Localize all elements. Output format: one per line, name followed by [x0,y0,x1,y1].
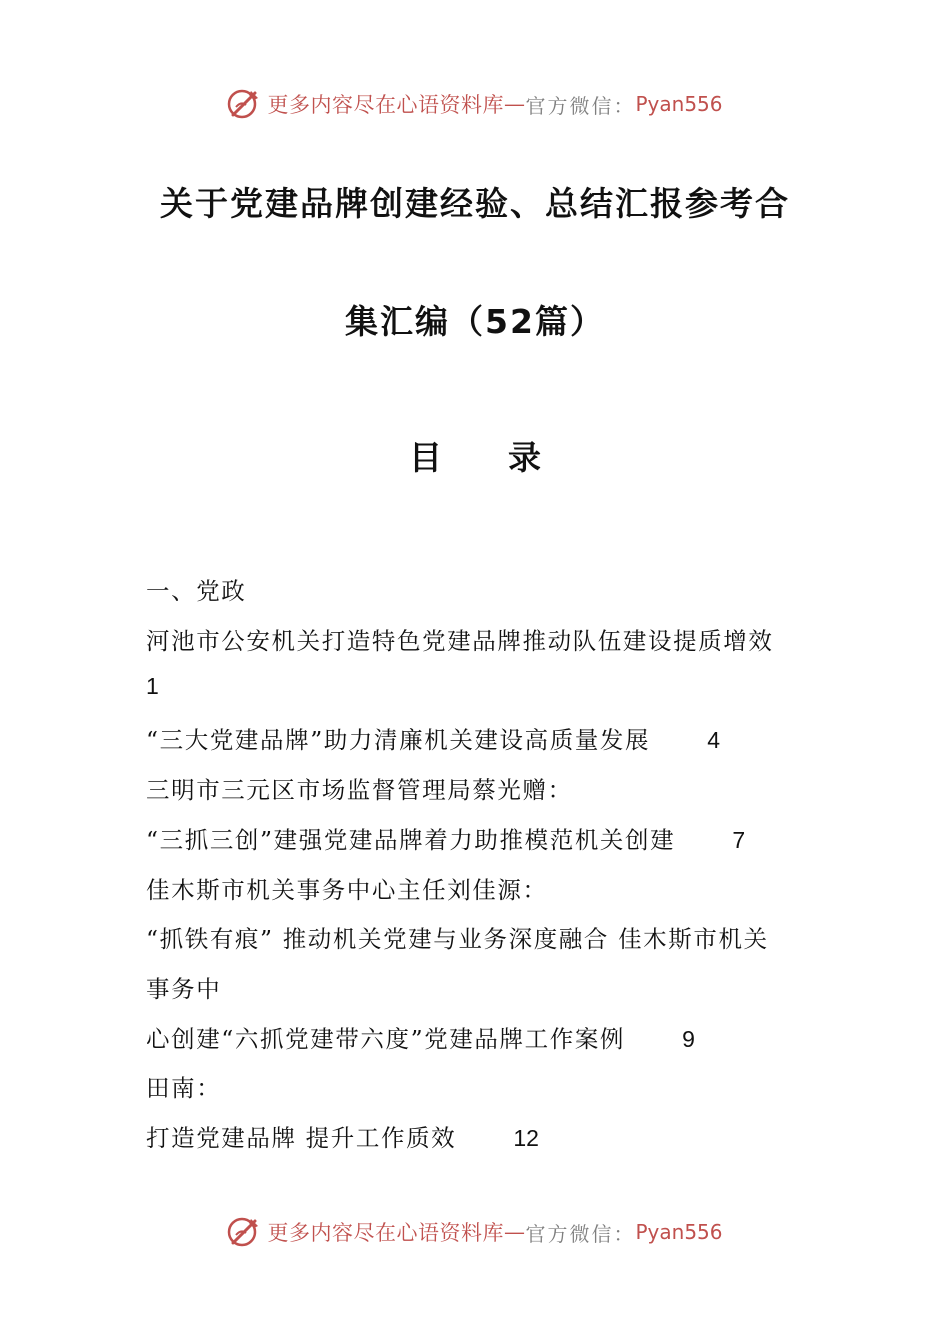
watermark-banner-top [0,82,950,126]
toc-line [146,1020,695,1054]
toc-line [146,721,720,755]
toc-line-text: 河池市公安机关打造特色党建品牌推动队伍建设提质增效 [146,627,774,655]
watermark-label: 官方微信： [525,1221,636,1246]
watermark-text: 更多内容尽在心语资料库 [267,1221,504,1245]
toc-line-text: 打造党建品牌 提升工作质效 [146,1124,457,1152]
toc-line [146,871,548,905]
toc-line [146,970,221,1004]
toc-page-number: 9 [682,1026,695,1052]
toc-line [146,672,159,700]
toc-page-number: 1 [146,673,159,699]
toc-line-text: “三抓三创”建强党建品牌着力助推模范机关创建 [146,826,676,854]
toc-line-text: “抓铁有痕” 推动机关党建与业务深度融合 佳木斯市机关 [146,925,769,953]
toc-line-text: “三大党建品牌”助力清廉机关建设高质量发展 [146,726,651,754]
watermark-text: 更多内容尽在心语资料库 [267,93,504,117]
toc-heading: 目录 [409,438,607,477]
toc-line-text: 田南： [146,1074,222,1102]
watermark-banner-bottom [0,1210,950,1254]
document-title-line2: 集汇编（52篇） [345,302,605,341]
toc-line [146,920,769,954]
toc-line-text: 事务中 [146,975,222,1003]
watermark-dash: — [503,92,526,116]
watermark-label: 官方微信： [525,93,636,118]
toc-section-heading: 一、党政 [146,577,247,605]
toc-line-text: 三明市三元区市场监督管理局蔡光赠： [146,776,573,804]
watermark-id: Pyan556 [635,92,723,116]
toc-line [146,622,774,656]
toc-line [146,1069,221,1103]
toc-page-number: 7 [732,827,746,853]
pen-logo-icon [227,1215,261,1249]
watermark-dash: — [503,1220,526,1244]
toc-line-text: 心创建“六抓党建带六度”党建品牌工作案例 [146,1025,626,1053]
toc-line [146,1119,539,1153]
toc-page-number: 4 [707,727,721,753]
pen-logo-icon [227,87,261,121]
document-title-line1: 关于党建品牌创建经验、总结汇报参考合 [160,184,790,223]
toc-line [146,771,573,805]
toc-line [146,821,745,855]
watermark-id: Pyan556 [635,1220,723,1244]
toc-page-number: 12 [513,1125,539,1151]
toc-line-text: 佳木斯市机关事务中心主任刘佳源： [146,876,548,904]
